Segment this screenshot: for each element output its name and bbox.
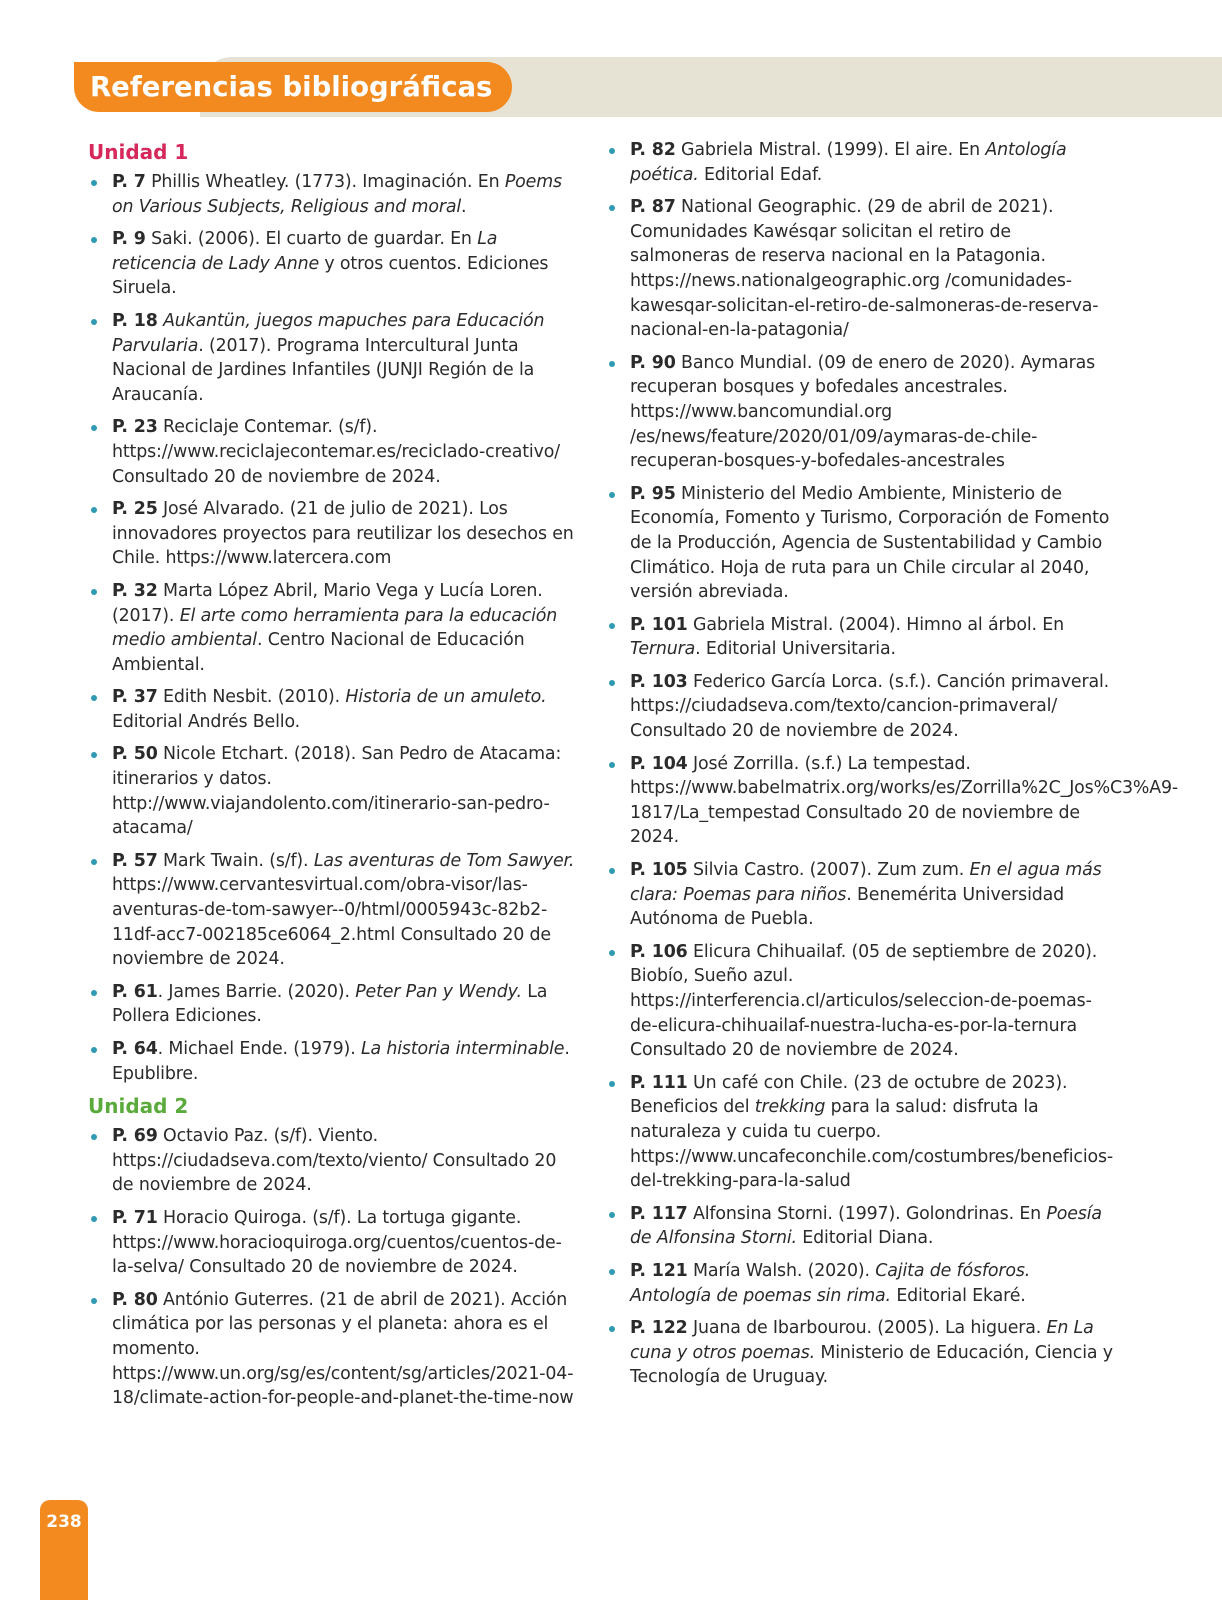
reference-title: En La cuna y otros poemas. — [630, 1318, 1094, 1363]
reference-text: Juana de Ibarbourou. (2005). La higuera. — [687, 1318, 1047, 1339]
reference-item — [86, 849, 576, 972]
reference-page: P. 122 — [630, 1318, 688, 1339]
reference-title: La reticencia de Lady Anne — [112, 229, 498, 274]
reference-text: . — [461, 196, 467, 217]
reference-item — [604, 613, 1114, 662]
reference-text: Reciclaje Contemar. (s/f). https://www.reciclajecontemar.es/reciclado-creativo/ Consultado 20 de noviembre de 2024. — [112, 417, 560, 487]
reference-item — [86, 742, 576, 840]
reference-text: Phillis Wheatley. (1773). Imaginación. En — [145, 172, 505, 192]
reference-page: P. 64 — [112, 1039, 158, 1059]
reference-page: P. 71 — [112, 1207, 158, 1228]
reference-text: Horacio Quiroga. (s/f). La tortuga gigante. https://www.horacioquiroga.org/cuentos/cuentos-de-la-selva/ Consultado 20 de noviembre de 2024. — [112, 1207, 562, 1278]
reference-item — [86, 1206, 576, 1280]
reference-item — [604, 195, 1114, 343]
reference-item — [86, 309, 576, 407]
reference-text: Editorial Ekaré. — [890, 1285, 1026, 1306]
reference-text: Elicura Chihuailaf. (05 de septiembre de 2020). Biobío, Sueño azul. https://interferencia.cl/articulos/seleccion-de-poemas-de-elicura-chihuailaf-nuestra-lucha-es-por-la-ternura Consultado 20 de noviembre de 2024. — [630, 941, 1098, 1061]
reference-item — [604, 138, 1114, 187]
reference-text: Silvia Castro. (2007). Zum zum. — [687, 860, 970, 881]
reference-text: . Centro Nacional de Educación Ambiental. — [112, 630, 525, 675]
reference-text: . (2017). Programa Intercultural Junta Nacional de Jardines Infantiles (JUNJI Región de la Araucanía. — [112, 335, 535, 405]
reference-text: . Michael Ende. (1979). — [157, 1039, 361, 1059]
unit-2-reference-list-right — [604, 138, 1179, 1390]
reference-text: Un café con Chile. (23 de octubre de 2023). Beneficios del — [630, 1072, 1068, 1118]
reference-text: Saki. (2006). El cuarto de guardar. En — [145, 229, 478, 250]
reference-text: . Benemérita Universidad Autónoma de Puebla. — [630, 884, 1065, 930]
reference-item — [86, 685, 576, 734]
reference-title: Historia de un amuleto. — [345, 687, 547, 708]
reference-item — [86, 415, 576, 489]
page-title: Referencias bibliográficas — [74, 62, 512, 112]
reference-text: Edith Nesbit. (2010). — [157, 687, 346, 708]
reference-page: P. 117 — [630, 1203, 688, 1224]
reference-item — [604, 1202, 1114, 1251]
unit-2-reference-list-left — [86, 1124, 576, 1411]
reference-text: Mark Twain. (s/f). — [157, 850, 314, 871]
reference-item — [604, 1259, 1114, 1308]
reference-text: Ministerio de Educación, Ciencia y Tecnología de Uruguay. — [630, 1342, 1113, 1388]
reference-page: P. 111 — [630, 1072, 688, 1093]
reference-title: Poems on Various Subjects, Religious and moral — [112, 172, 562, 217]
reference-item — [86, 1288, 576, 1411]
reference-page: P. 7 — [112, 172, 146, 192]
reference-page: P. 50 — [112, 744, 158, 765]
reference-item — [604, 1316, 1114, 1390]
reference-item — [86, 1037, 576, 1086]
unit-2-heading: Unidad 2 — [88, 1094, 189, 1119]
reference-title: En el agua más clara: Poemas para niños — [630, 860, 1102, 905]
reference-text: António Guterres. (21 de abril de 2021). Acción climática por las personas y el planeta: ahora es el momento. https://www.un.org/sg/es/content/sg/articles/2021-04-18/climate-action-for-people-and-planet-the-time-now — [112, 1289, 574, 1409]
reference-title: Peter Pan y Wendy. — [355, 981, 522, 1002]
reference-text: Banco Mundial. (09 de enero de 2020). Aymaras recuperan bosques y bofedales ancestrales. https://www.bancomundial.org /es/news/feature/2020/01/09/aymaras-de-chile-recuperan-bosques-y-bofedales-ancestrales — [630, 352, 1096, 472]
reference-title: trekking — [754, 1097, 826, 1118]
reference-text: José Zorrilla. (s.f.) La tempestad. https://www.babelmatrix.org/works/es/Zorrilla%2C_Jos%C3%A9-1817/La_tempestad Consultado 20 de noviembre de 2024. — [630, 753, 1179, 848]
reference-item — [86, 227, 576, 301]
reference-item — [604, 858, 1114, 932]
reference-page: P. 61 — [112, 981, 158, 1002]
reference-page: P. 23 — [112, 417, 158, 438]
reference-item — [604, 482, 1114, 605]
reference-title: Poesía de Alfonsina Storni. — [630, 1203, 1102, 1249]
reference-page: P. 80 — [112, 1289, 158, 1310]
reference-title: Cajita de fósforos. Antología de poemas sin rima. — [630, 1260, 1031, 1306]
reference-text: María Walsh. (2020). — [687, 1260, 876, 1281]
reference-item — [86, 579, 576, 677]
reference-page: P. 18 — [112, 310, 158, 331]
reference-page: P. 57 — [112, 850, 158, 871]
page-number-tab — [40, 1500, 88, 1600]
reference-page: P. 82 — [630, 140, 676, 160]
reference-page: P. 104 — [630, 753, 688, 774]
reference-text: Editorial Edaf. — [698, 164, 823, 185]
reference-text: . Epublibre. — [112, 1039, 570, 1084]
reference-page: P. 69 — [112, 1126, 158, 1147]
page-number: 238 — [46, 1512, 82, 1532]
reference-item — [86, 170, 576, 219]
left-column — [86, 134, 576, 1419]
reference-text: Editorial Andrés Bello. — [112, 711, 301, 732]
reference-text: https://www.cervantesvirtual.com/obra-visor/las-aventuras-de-tom-sawyer--0/html/0005943c-82b2-11df-acc7-002185ce6064_2.html Consultado 20 de noviembre de 2024. — [112, 875, 551, 970]
reference-text: Federico García Lorca. (s.f.). Canción primaveral. https://ciudadseva.com/texto/cancion-primaveral/ Consultado 20 de noviembre de 2024. — [630, 671, 1110, 742]
reference-title: La historia interminable — [360, 1039, 565, 1059]
reference-text: para la salud: disfruta la naturaleza y cuida tu cuerpo. https://www.uncafeconchile.com/costumbres/beneficios-del-trekking-para-la-salud — [630, 1097, 1114, 1192]
reference-item — [604, 1071, 1114, 1194]
reference-item — [86, 497, 576, 571]
unit-1-heading: Unidad 1 — [88, 140, 189, 164]
reference-page: P. 37 — [112, 687, 158, 708]
reference-page: P. 121 — [630, 1260, 688, 1281]
unit-1-reference-list — [86, 170, 576, 1086]
reference-page: P. 105 — [630, 860, 688, 881]
reference-text: La Pollera Ediciones. — [112, 981, 548, 1027]
reference-page: P. 95 — [630, 483, 676, 504]
reference-item — [604, 940, 1114, 1063]
reference-title: Antología poética. — [630, 140, 1067, 185]
reference-text: Nicole Etchart. (2018). San Pedro de Atacama: itinerarios y datos. http://www.viajandolento.com/itinerario-san-pedro-atacama/ — [112, 744, 562, 839]
reference-text: Gabriela Mistral. (2004). Himno al árbol. En — [687, 614, 1065, 635]
reference-text: Gabriela Mistral. (1999). El aire. En — [675, 140, 986, 160]
reference-text: Ministerio del Medio Ambiente, Ministerio de Economía, Fomento y Turismo, Corporación de Fomento de la Producción, Agencia de Sustentabilidad y Cambio Climático. Hoja de ruta para un Chile circular al 2040, versión abreviada. — [630, 483, 1110, 603]
reference-page: P. 101 — [630, 614, 688, 635]
reference-item — [604, 351, 1114, 474]
reference-page: P. 32 — [112, 580, 158, 601]
reference-page: P. 25 — [112, 499, 158, 520]
reference-page: P. 87 — [630, 197, 676, 218]
right-column — [604, 138, 1179, 1398]
reference-item — [604, 752, 1179, 850]
reference-page: P. 106 — [630, 941, 688, 962]
reference-page: P. 9 — [112, 229, 146, 250]
reference-title: Las aventuras de Tom Sawyer. — [313, 850, 575, 871]
reference-text: Editorial Diana. — [796, 1228, 934, 1249]
reference-text: José Alvarado. (21 de julio de 2021). Los innovadores proyectos para reutilizar los desechos en Chile. https://www.latercera.com — [112, 499, 574, 569]
reference-title: Ternura — [630, 639, 696, 660]
reference-item — [86, 1124, 576, 1198]
reference-item — [86, 980, 576, 1029]
reference-text: Alfonsina Storni. (1997). Golondrinas. En — [687, 1203, 1047, 1224]
reference-text: National Geographic. (29 de abril de 2021). Comunidades Kawésqar solicitan el retiro de salmoneras de reserva nacional en la Patagonia. https://news.nationalgeographic.org /comunidades-kawesqar-solicitan-el-retiro-de-salmoneras-de-reserva-nacional-en-la-patagonia/ — [630, 197, 1099, 341]
reference-item — [604, 670, 1114, 744]
reference-text: . James Barrie. (2020). — [157, 981, 356, 1002]
reference-page: P. 90 — [630, 352, 676, 373]
reference-title: Aukantün, juegos mapuches para Educación Parvularia — [112, 310, 545, 356]
reference-page: P. 103 — [630, 671, 688, 692]
reference-text: Marta López Abril, Mario Vega y Lucía Loren. (2017). — [112, 580, 543, 626]
reference-text: Octavio Paz. (s/f). Viento. https://ciudadseva.com/texto/viento/ Consultado 20 de noviembre de 2024. — [112, 1126, 557, 1196]
reference-text: . Editorial Universitaria. — [695, 639, 896, 660]
reference-title: El arte como herramienta para la educación medio ambiental — [112, 605, 558, 651]
reference-text: y otros cuentos. Ediciones Siruela. — [112, 253, 549, 299]
